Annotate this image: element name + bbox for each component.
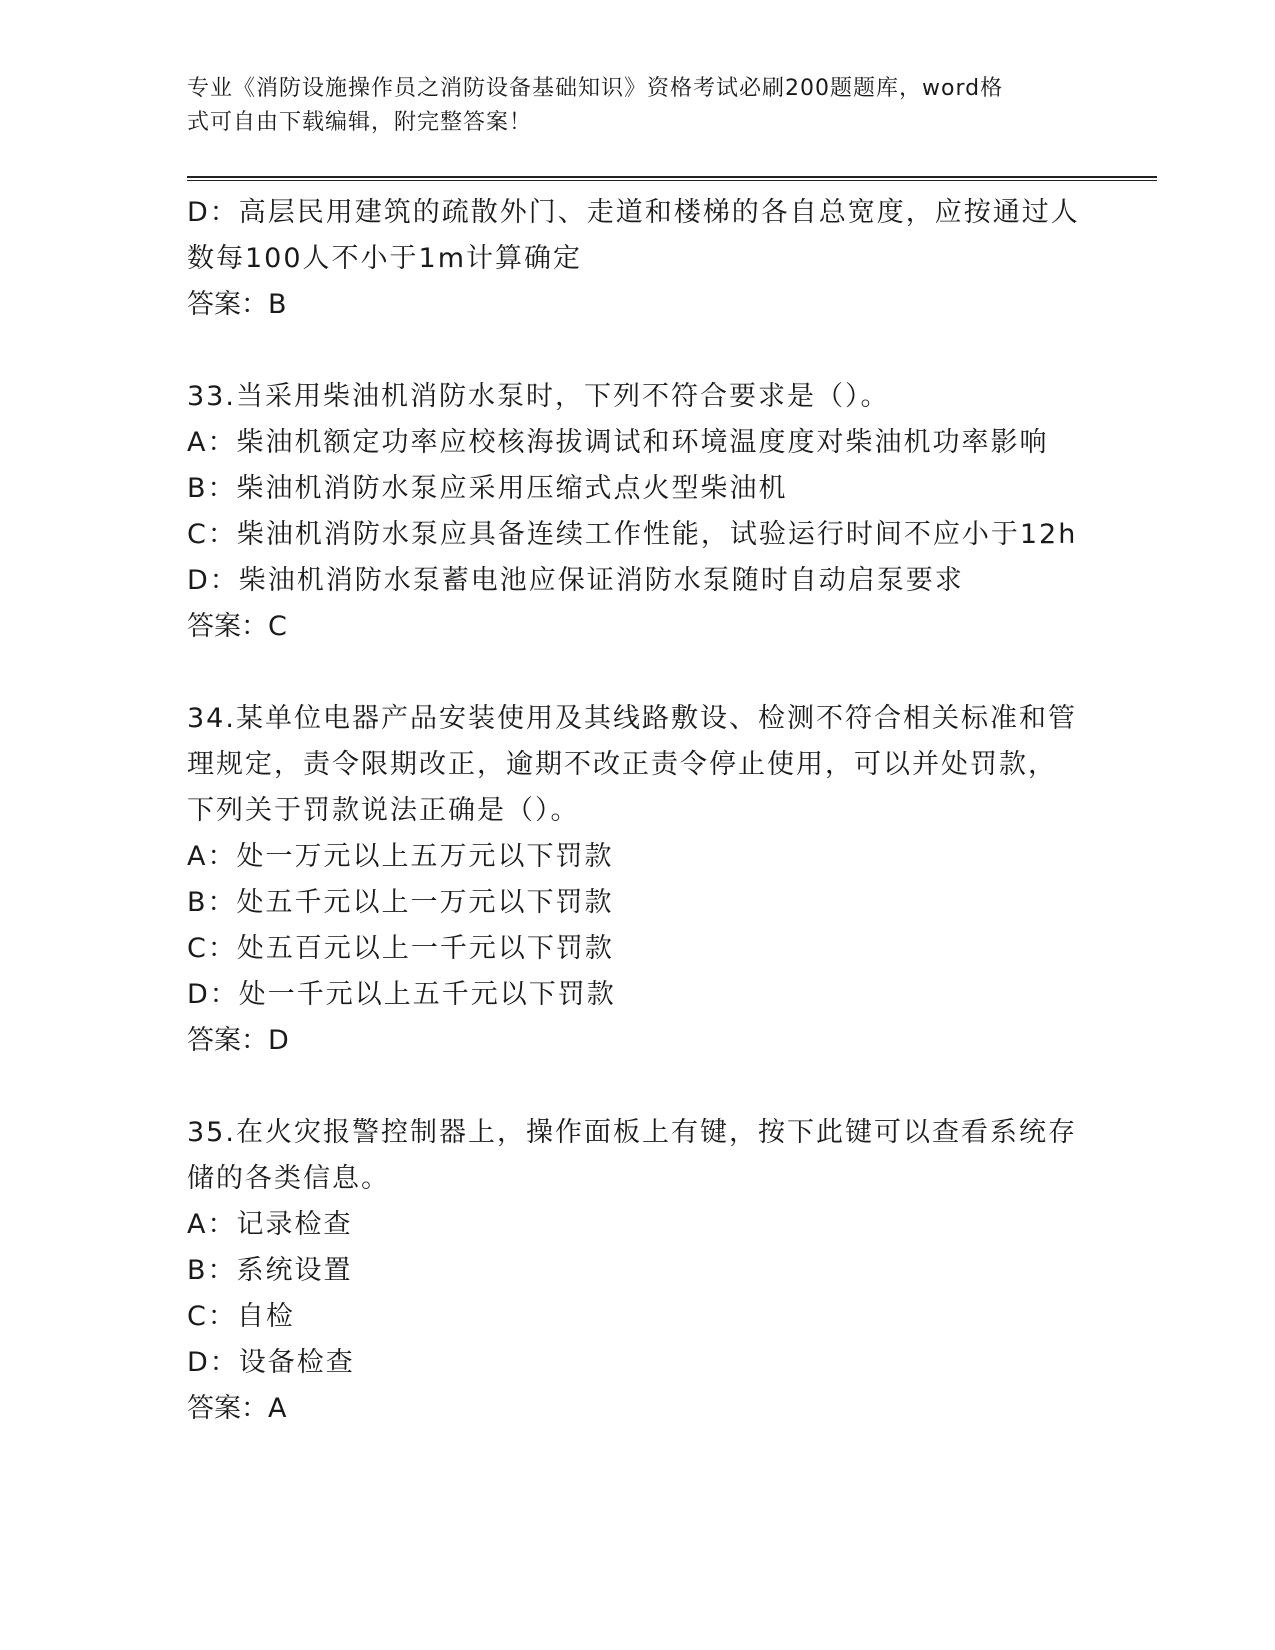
question-stem: 33.当采用柴油机消防水泵时，下列不符合要求是（）。 xyxy=(187,381,890,412)
question-stem-continued: 理规定，责令限期改正，逾期不改正责令停止使用，可以并处罚款， xyxy=(187,749,1057,780)
option-a: A：记录检查 xyxy=(187,1209,353,1240)
option-b: B：系统设置 xyxy=(187,1255,353,1286)
question-stem-continued: 下列关于罚款说法正确是（）。 xyxy=(187,795,580,826)
option-b: B：处五千元以上一万元以下罚款 xyxy=(187,887,614,918)
spacer xyxy=(187,328,1157,374)
option-d-continued: 数每100人不小于1m计算确定 xyxy=(187,243,583,274)
header-divider xyxy=(187,176,1157,181)
option-a: A：柴油机额定功率应校核海拔调试和环境温度度对柴油机功率影响 xyxy=(187,427,1049,458)
option-b: B：柴油机消防水泵应采用压缩式点火型柴油机 xyxy=(187,473,788,504)
question-stem-continued: 储的各类信息。 xyxy=(187,1163,390,1194)
option-a: A：处一万元以上五万元以下罚款 xyxy=(187,841,614,872)
option-d: D：柴油机消防水泵蓄电池应保证消防水泵随时自动启泵要求 xyxy=(187,565,964,596)
option-d: D：高层民用建筑的疏散外门、走道和楼梯的各自总宽度，应按通过人 xyxy=(187,197,1080,228)
option-d: D：设备检查 xyxy=(187,1347,355,1378)
question-35 xyxy=(187,1110,1157,1432)
question-stem: 34.某单位电器产品安装使用及其线路敷设、检测不符合相关标准和管 xyxy=(187,703,1077,734)
spacer xyxy=(187,650,1157,696)
question-list xyxy=(187,190,1157,1432)
option-c: C：柴油机消防水泵应具备连续工作性能，试验运行时间不应小于12h xyxy=(187,519,1078,550)
answer-text: 答案：C xyxy=(187,611,287,642)
question-stem: 35.在火灾报警控制器上，操作面板上有键，按下此键可以查看系统存 xyxy=(187,1117,1077,1148)
option-d: D：处一千元以上五千元以下罚款 xyxy=(187,979,616,1010)
spacer xyxy=(187,1064,1157,1110)
question-33 xyxy=(187,374,1157,650)
answer-text: 答案：A xyxy=(187,1393,287,1424)
document-header xyxy=(187,72,1087,140)
answer-text: 答案：D xyxy=(187,1025,289,1056)
header-line-2: 式可自由下载编辑，附完整答案！ xyxy=(187,110,533,135)
answer-text: 答案：B xyxy=(187,289,287,320)
question-32-tail xyxy=(187,190,1157,328)
option-c: C：处五百元以上一千元以下罚款 xyxy=(187,933,614,964)
option-c: C：自检 xyxy=(187,1301,295,1332)
header-line-1: 专业《消防设施操作员之消防设备基础知识》资格考试必刷200题题库，word格 xyxy=(187,76,1004,101)
question-34 xyxy=(187,696,1157,1064)
